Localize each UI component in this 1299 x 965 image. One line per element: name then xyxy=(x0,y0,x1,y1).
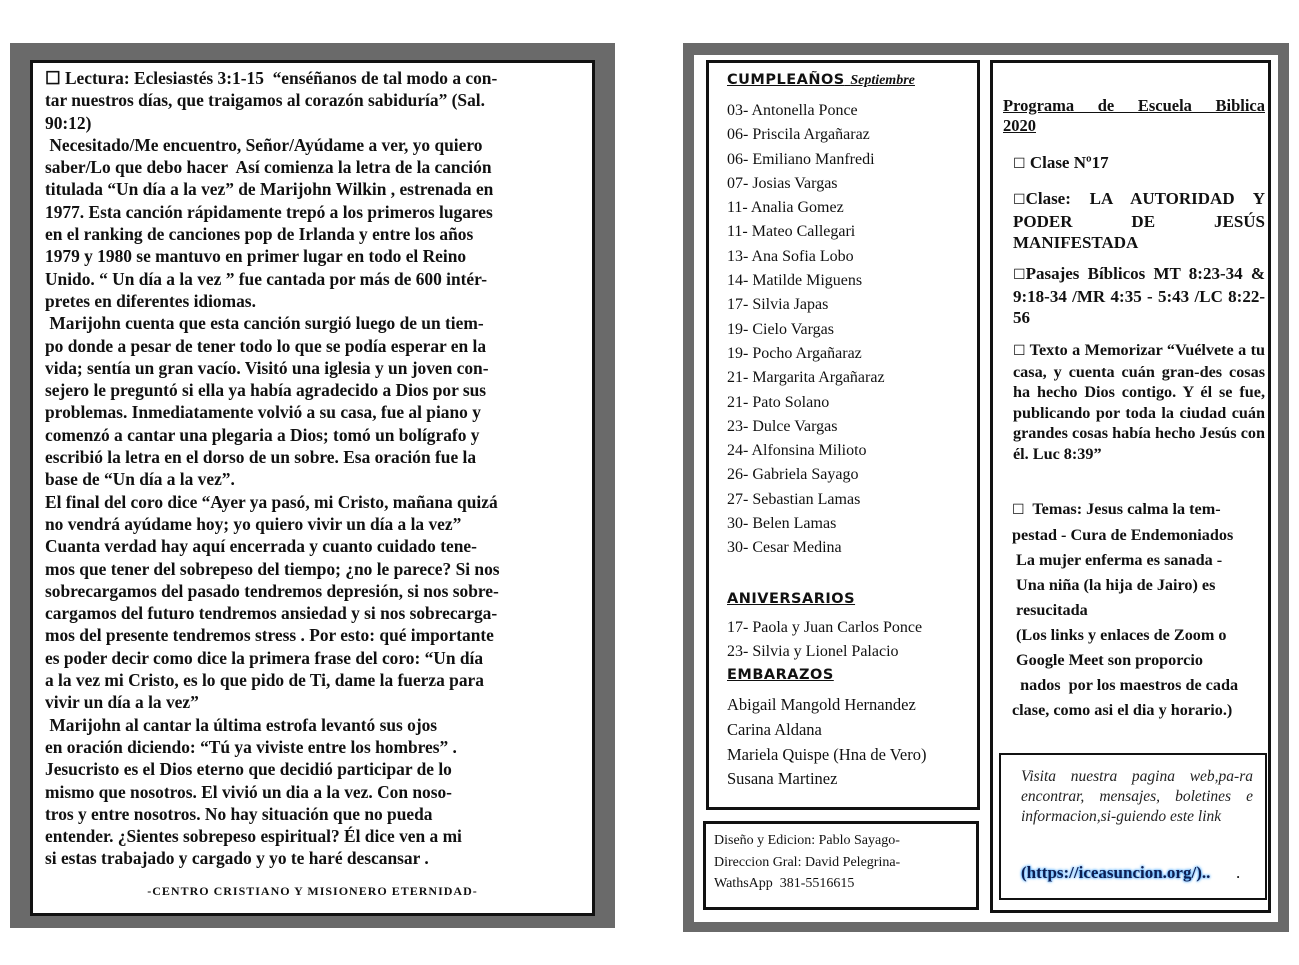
bible-passages xyxy=(1013,263,1265,328)
article-line: Jesucristo es el Dios eterno que decidió participar de lo xyxy=(45,759,452,780)
article-line: entender. ¿Sientes sobrepeso espiritual? Él dice ven a mi xyxy=(45,826,462,847)
list-item: 26- Gabriela Sayago xyxy=(727,466,859,484)
list-item: 17- Paola y Juan Carlos Ponce xyxy=(727,619,923,636)
article-line: en el ranking de canciones pop de Irlanda y entre los años xyxy=(45,224,474,245)
list-item: 06- Emiliano Manfredi xyxy=(727,150,875,168)
topics-line: Una niña (la hija de Jairo) es xyxy=(1012,576,1216,594)
list-item: 27- Sebastian Lamas xyxy=(727,490,861,508)
article-line: si estas trabajado y cargado y yo te haré descansar . xyxy=(45,848,429,869)
article-line: mismo que nosotros. El vivió un dia a la vez. Con noso- xyxy=(45,781,452,802)
article-line: Marijohn cuenta que esta canción surgió luego de un tiem- xyxy=(45,313,484,334)
memory-verse xyxy=(1013,340,1265,464)
birthdays-heading: CUMPLEAÑOS xyxy=(727,72,845,88)
birthday-list xyxy=(727,99,885,561)
article-line: 90:12) xyxy=(45,112,92,133)
list-item: 19- Cielo Vargas xyxy=(727,320,834,338)
article-line: en oración diciendo: “Tú ya viviste entre los hombres” . xyxy=(45,736,457,757)
article-line: saber/Lo que debo hacer Así comienza la letra de la canción xyxy=(45,157,492,178)
credits-box xyxy=(703,821,979,910)
anniversary-list xyxy=(727,616,922,664)
birthdays-title xyxy=(727,72,915,89)
topics-line: pestad - Cura de Endemoniados xyxy=(1012,526,1234,544)
article-body xyxy=(45,67,580,870)
website-box xyxy=(999,753,1267,900)
list-item: Susana Martinez xyxy=(727,769,838,789)
memory-verse-text: Texto a Memorizar “Vuélvete a tu casa, y cuenta cuán gran-des cosas ha hecho Dios contigo. Y él se fue, publicando por toda la ciudad cuán grandes cosas había hecho Jesús con él. Luc 8:39” xyxy=(1013,341,1265,463)
pregnancy-list xyxy=(727,693,926,792)
article-line: comenzó a cantar una plegaria a Dios; tomó un bolígrafo y xyxy=(45,424,480,445)
article-line: base de “Un día a la vez”. xyxy=(45,469,235,490)
list-item: 03- Antonella Ponce xyxy=(727,102,858,119)
list-item: 23- Dulce Vargas xyxy=(727,417,838,435)
devotional-article xyxy=(30,60,595,916)
website-link[interactable]: (https://iceasuncion.org/).. xyxy=(1021,863,1211,882)
topics-line: Google Meet son proporcio xyxy=(1012,651,1203,669)
list-item: Carina Aldana xyxy=(727,719,822,739)
credits-line: Diseño y Edicion: Pablo Sayago- xyxy=(714,833,900,848)
topics-line: resucitada xyxy=(1012,601,1088,619)
article-line: ☐ Lectura: Eclesiastés 3:1-15 “enséñanos de tal modo a con- xyxy=(45,68,498,88)
article-line: pretes en diferentes idiomas. xyxy=(45,290,256,311)
article-line: sobrecargamos del pasado tendremos depresión, si nos sobre- xyxy=(45,580,499,601)
topics-line: clase, como asi el dia y horario.) xyxy=(1012,701,1233,719)
list-item: Abigail Mangold Hernandez xyxy=(727,695,916,714)
list-item: Mariela Quispe (Hna de Vero) xyxy=(727,744,927,764)
article-line: sejero le preguntó si ella ya había agradecido a Dios por sus xyxy=(45,380,487,401)
article-line: es poder decir como dice la primera frase del coro: “Un día xyxy=(45,647,484,668)
birthdays-month: Septiembre xyxy=(850,73,915,88)
list-item: 11- Analia Gomez xyxy=(727,199,844,217)
article-line: no vendrá ayúdame hoy; yo quiero vivir un día a la vez” xyxy=(45,513,462,534)
topics-line: Temas: Jesus calma la tem- xyxy=(1024,500,1221,518)
list-item: 14- Matilde Miguens xyxy=(727,272,863,290)
credits-line: WathsApp 381-5516615 xyxy=(714,876,855,891)
topics-line: nados por los maestros de cada xyxy=(1012,676,1239,694)
article-line: mos que tener del sobrepeso del tiempo; ¿no le parece? Si nos xyxy=(45,558,500,579)
article-line: escribió la letra en el dorso de un sobre. Esa oración fue la xyxy=(45,447,477,468)
class-number-text: Clase Nº17 xyxy=(1025,153,1109,172)
article-line: 1977. Esta canción rápidamente trepó a los primeros lugares xyxy=(45,201,493,222)
class-number xyxy=(1013,153,1109,173)
article-line: vida; sentía un gran vacío. Visitó una iglesia y un joven con- xyxy=(45,357,489,378)
bible-passages-text: Pasajes Bíblicos MT 8:23-34 & 9:18-34 /MR 4:35 - 5:43 /LC 8:22-56 xyxy=(1013,264,1265,327)
checkbox-icon: ☐ xyxy=(1013,192,1026,208)
checkbox-icon: ☐ xyxy=(1012,502,1025,518)
list-item: 23- Silvia y Lionel Palacio xyxy=(727,643,899,660)
article-line: vivir un día a la vez” xyxy=(45,692,199,713)
list-item: 19- Pocho Argañaraz xyxy=(727,344,862,362)
trailing-dot: . xyxy=(1236,863,1241,882)
checkbox-icon: ☐ xyxy=(1013,343,1026,359)
website-invitation: Visita nuestra pagina web,pa-ra encontrar, mensajes, boletines e informacion,si-guiendo este link xyxy=(1021,768,1253,825)
article-line: problemas. Inmediatamente volvió a su casa, fue al piano y xyxy=(45,402,481,423)
list-item: 24- Alfonsina Milioto xyxy=(727,442,867,460)
article-line: po donde a pesar de tener todo lo que se podía esperar en la xyxy=(45,335,487,356)
list-item: 07- Josias Vargas xyxy=(727,174,838,192)
list-item: 06- Priscila Argañaraz xyxy=(727,126,870,144)
checkbox-icon: ☐ xyxy=(1013,156,1026,172)
program-title xyxy=(1003,96,1265,136)
article-line: 1979 y 1980 se mantuvo en primer lugar en todo el Reino xyxy=(45,246,467,267)
article-line: Necesitado/Me encuentro, Señor/Ayúdame a ver, yo quiero xyxy=(45,134,483,155)
checkbox-icon: ☐ xyxy=(1013,267,1026,283)
article-line: Cuanta verdad hay aquí encerrada y cuanto cuidado tene- xyxy=(45,536,477,557)
article-line: Unido. “ Un día a la vez ” fue cantada por más de 600 intér- xyxy=(45,268,488,289)
list-item: 21- Pato Solano xyxy=(727,393,830,411)
list-item: 30- Belen Lamas xyxy=(727,515,837,533)
anniversaries-title: ANIVERSARIOS xyxy=(727,591,856,607)
topics-line: La mujer enferma es sanada - xyxy=(1012,551,1223,569)
class-title-text: Clase: LA AUTORIDAD Y PODER DE JESÚS MANIFESTADA xyxy=(1013,189,1265,252)
list-item: 17- Silvia Japas xyxy=(727,296,829,314)
list-item: 13- Ana Sofia Lobo xyxy=(727,247,854,265)
topics-text xyxy=(1012,500,1270,723)
credits-line: Direccion Gral: David Pelegrina- xyxy=(714,854,901,870)
pregnancies-title: EMBARAZOS xyxy=(727,667,834,683)
class-title xyxy=(1013,188,1265,253)
topics-line: (Los links y enlaces de Zoom o xyxy=(1012,626,1227,644)
article-line: mos del presente tendremos stress . Por esto: qué importante xyxy=(45,625,494,646)
list-item: 11- Mateo Callegari xyxy=(727,223,856,241)
article-line: a la vez mi Cristo, es lo que pido de Ti, dame la fuerza para xyxy=(45,670,484,691)
church-name-footer: -CENTRO CRISTIANO Y MISIONERO ETERNIDAD- xyxy=(147,884,478,898)
article-line: Marijohn al cantar la última estrofa levantó sus ojos xyxy=(45,714,438,735)
article-line: titulada “Un día a la vez” de Marijohn Wilkin , estrenada en xyxy=(45,179,494,200)
program-title-line1: Programa de Escuela Biblica xyxy=(1003,96,1265,115)
credits-text xyxy=(714,830,900,895)
article-line: tar nuestros días, que traigamos al corazón sabiduría” (Sal. xyxy=(45,90,485,111)
program-title-year: 2020 xyxy=(1003,116,1036,135)
article-line: cargamos del futuro tendremos ansiedad y si nos sobrecarga- xyxy=(45,603,498,624)
topics xyxy=(1012,497,1270,723)
list-item: 30- Cesar Medina xyxy=(727,539,842,557)
announcements-box xyxy=(706,60,980,810)
article-line: tros y entre nosotros. No hay situación que no pueda xyxy=(45,803,433,824)
article-line: El final del coro dice “Ayer ya pasó, mi Cristo, mañana quizá xyxy=(45,491,498,512)
list-item: 21- Margarita Argañaraz xyxy=(727,369,885,387)
